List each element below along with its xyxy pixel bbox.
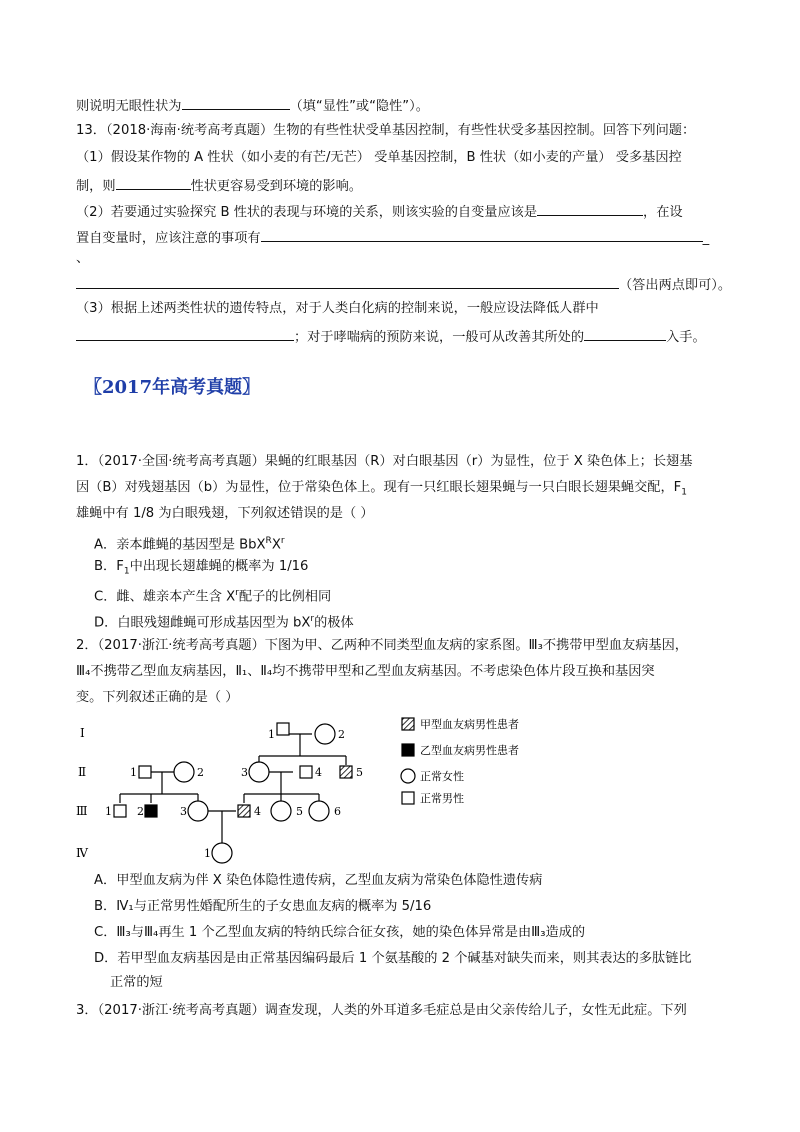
q13-part3-line2 (76, 327, 706, 346)
q13-part2-line2-suffix: _ (702, 231, 710, 246)
legend-label: 正常男性 (420, 792, 464, 805)
individual-number: 1 (130, 766, 137, 779)
option-text: X (271, 537, 281, 553)
answer-blank (537, 202, 643, 216)
q1-line2 (76, 480, 687, 501)
answer-blank (584, 327, 666, 341)
q12-tail-prefix: 则说明无眼性状为 (76, 99, 182, 114)
q2-option-d-line1: D．若甲型血友病基因是由正常基因编码最后 1 个氨基酸的 2 个碱基对缺失而来，则其表达的多肽链比 (94, 951, 692, 966)
individual-number: 3 (241, 766, 248, 779)
legend-label: 正常女性 (420, 770, 464, 783)
individual-number: 1 (204, 847, 211, 860)
answer-blank (182, 96, 290, 110)
q1-line2-text: 因（B）对残翅基因（b）为显性，位于常染色体上。现有一只红眼长翅果蝇与一只白眼长翅果蝇交配，F (76, 480, 682, 495)
q2-option-c: C．Ⅲ₃与Ⅲ₄再生 1 个乙型血友病的特纳氏综合征女孩，她的染色体异常是由Ⅲ₃造成的 (94, 925, 586, 940)
option-text: C．雌、雄亲本产生含 X (94, 589, 236, 605)
legend-label: 乙型血友病男性患者 (420, 744, 519, 757)
q1-line1: 1．（2017·全国·统考高考真题）果蝇的红眼基因（R）对白眼基因（r）为显性，位于 X 染色体上；长翅基 (76, 454, 693, 469)
individual-number: 4 (315, 766, 322, 779)
q13-part3-line1: （3）根据上述两类性状的遗传特点，对于人类白化病的控制来说，一般应设法降低人群中 (76, 301, 599, 316)
superscript: r (235, 588, 239, 598)
option-text: 中出现长翅雄蝇的概率为 1/16 (129, 559, 309, 574)
q2-option-b: B．Ⅳ₁与正常男性婚配所生的子女患血友病的概率为 5/16 (94, 899, 432, 914)
section-heading: 〖2017年高考真题〗 (84, 377, 261, 398)
generation-label: Ⅳ (76, 846, 88, 860)
generation-label: Ⅱ (78, 765, 87, 779)
q13-part2-line4-suffix: （答出两点即可）。 (619, 278, 732, 293)
pedigree-diagram (70, 712, 630, 872)
option-text: 配子的比例相同 (238, 589, 332, 605)
individual-number: 6 (334, 805, 341, 818)
q1-option-a (94, 533, 285, 553)
option-text: D．白眼残翅雌蝇可形成基因型为 bX (94, 615, 311, 631)
legend-label: 甲型血友病男性患者 (420, 718, 519, 731)
answer-blank (76, 275, 619, 289)
subscript: 1 (123, 566, 130, 577)
q12-tail-suffix: （填“显性”或“隐性”）。 (289, 99, 429, 114)
q13-part1-line1: （1）假设某作物的 A 性状（如小麦的有芒/无芒） 受单基因控制，B 性状（如小麦的产量） 受多基因控 (76, 150, 682, 165)
superscript: r (310, 614, 315, 624)
answer-blank (261, 228, 703, 242)
q1-option-d (94, 611, 354, 631)
individual-number: 1 (105, 805, 112, 818)
option-text: 的极体 (314, 615, 354, 631)
q13-stem: 13．（2018·海南·统考高考真题）生物的有些性状受单基因控制，有些性状受多基因控制。回答下列问题： (76, 123, 696, 138)
option-text: A．亲本雌蝇的基因型是 BbX (94, 537, 266, 553)
answer-blank (76, 327, 294, 341)
q13-part2-line3: 、 (76, 251, 90, 266)
q13-part2-line1 (76, 202, 683, 221)
option-text: B．F (94, 559, 124, 574)
subscript: 1 (681, 487, 687, 498)
individual-number: 3 (180, 805, 187, 818)
answer-blank (116, 176, 191, 190)
individual-number: 1 (268, 728, 275, 741)
q13-part2-line2 (76, 228, 709, 247)
individual-number: 5 (356, 766, 363, 779)
q13-part3-mid: ；对于哮喘病的预防来说，一般可从改善其所处的 (294, 330, 585, 345)
q1-option-b (94, 559, 308, 580)
individual-number: 2 (137, 805, 144, 818)
q2-line1: 2．（2017·浙江·统考高考真题）下图为甲、乙两种不同类型血友病的家系图。Ⅲ₃不携带甲型血友病基因， (76, 638, 688, 653)
individual-number: 4 (254, 805, 261, 818)
generation-label: Ⅰ (80, 726, 85, 740)
q2-line2: Ⅲ₄不携带乙型血友病基因，Ⅱ₁、Ⅱ₄均不携带甲型和乙型血友病基因。不考虑染色体片段互换和基因突 (76, 664, 655, 679)
generation-label: Ⅲ (76, 804, 88, 818)
q13-part1-line2 (76, 176, 362, 195)
q13-part2-line2-prefix: 置自变量时，应该注意的事项有 (76, 231, 261, 246)
q13-part1-prefix: 制，则 (76, 179, 116, 194)
individual-number: 5 (296, 805, 303, 818)
q3-line1: 3．（2017·浙江·统考高考真题）调查发现，人类的外耳道多毛症总是由父亲传给儿子，女性无此症。下列 (76, 1003, 687, 1018)
q13-part1-suffix: 性状更容易受到环境的影响。 (190, 179, 362, 194)
q12-tail (76, 96, 429, 115)
q2-option-a: A．甲型血友病为伴 X 染色体隐性遗传病，乙型血友病为常染色体隐性遗传病 (94, 873, 543, 888)
individual-number: 2 (197, 766, 204, 779)
q1-option-c (94, 585, 331, 605)
q13-part3-suffix: 入手。 (666, 330, 706, 345)
q1-line3: 雄蝇中有 1/8 为白眼残翅，下列叙述错误的是（ ） (76, 506, 374, 521)
q2-option-d-line2: 正常的短 (110, 975, 163, 990)
individual-number: 2 (338, 728, 345, 741)
q2-line3: 变。下列叙述正确的是（ ） (76, 690, 239, 705)
q13-part2-line4 (76, 275, 731, 294)
superscript: r (280, 536, 285, 546)
q13-part2-prefix: （2）若要通过实验探究 B 性状的表现与环境的关系，则该实验的自变量应该是 (76, 205, 538, 220)
superscript: R (265, 536, 272, 546)
q13-part2-suffix: ，在设 (643, 205, 683, 220)
